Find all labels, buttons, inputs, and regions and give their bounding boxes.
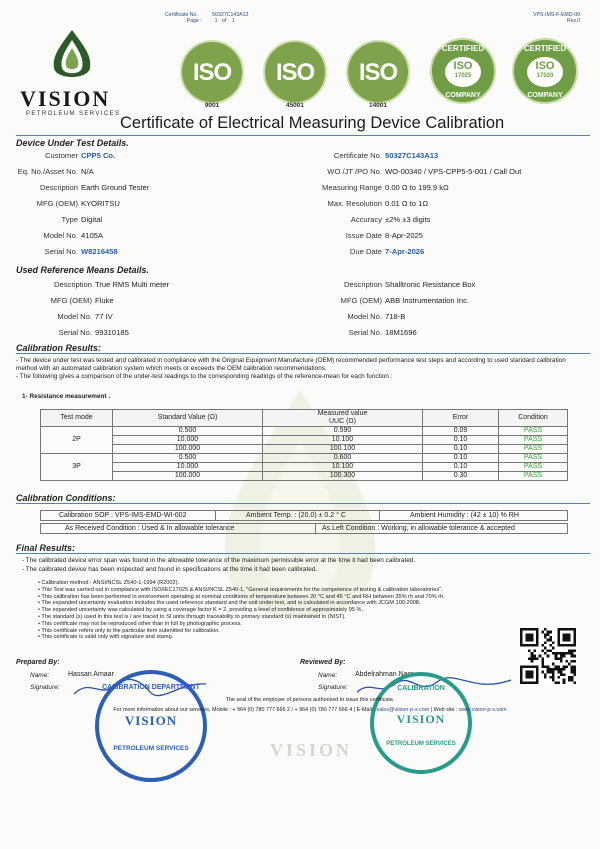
error-cell: 0.10: [423, 445, 499, 454]
device-right-label: Certificate No.: [333, 151, 382, 160]
reference-left-label: MFG (OEM): [50, 296, 92, 305]
device-left-value: KYORITSU: [81, 199, 120, 208]
final-line-1: - The calibrated device error span was found in the allowable tolerance of the maximum permissible error at the time it had been calibrated.: [22, 557, 416, 564]
footer-contact: [40, 707, 580, 714]
page-title: Certificate of Electrical Measuring Device Calibration: [120, 114, 505, 132]
footer-web-link[interactable]: www.vision-p-s.com: [458, 707, 507, 713]
iso-number-2: 45001: [285, 102, 305, 109]
doc-revision: Rev.0: [566, 18, 580, 25]
reference-heading: Used Reference Means Details.: [16, 265, 150, 275]
reference-left-value: 77 IV: [95, 312, 113, 321]
note-item: • The expanded uncertainty was calculated by using a coverage factor K = 2, providing a level of confidence of approximately 95 %.: [38, 607, 364, 614]
device-left-label: Description: [40, 183, 78, 192]
results-table: [40, 409, 568, 481]
iso-badge-3: [346, 40, 410, 104]
measured-value-cell: 10.100: [263, 436, 423, 445]
reference-left-value: True RMS Multi meter: [95, 280, 169, 289]
device-left-row: [16, 183, 149, 193]
results-divider: [16, 353, 590, 354]
table-row: [41, 436, 568, 445]
device-right-label: Measuring Range: [322, 183, 382, 192]
reference-left-value: 99310185: [95, 328, 129, 337]
device-right-value: WO-00340 / VPS-CPP5-5-001 / Call Out: [385, 167, 522, 176]
device-right-value: ±2% ±3 digits: [385, 215, 431, 224]
condition-cell: PASS: [499, 454, 568, 463]
device-left-row: [16, 199, 120, 209]
device-heading: Device Under Test Details.: [16, 138, 129, 148]
device-right-label: Accuracy: [350, 215, 382, 224]
device-right-value: 0.00 Ω to 199.9 kΩ: [385, 183, 449, 192]
footer-watermark: VISION: [270, 740, 353, 760]
reference-right-label: Model No.: [347, 312, 382, 321]
device-left-row: [16, 151, 115, 161]
footer-email-link[interactable]: sales@vision-p-s.com: [376, 707, 430, 713]
device-right-value: 7-Apr-2026: [385, 247, 425, 256]
device-left-row: [16, 231, 103, 241]
col-measured-label: Measured value: [317, 410, 368, 417]
footer-web-label: | Web site :: [429, 707, 459, 713]
reference-left-label: Model No.: [57, 312, 92, 321]
reference-right-label: MFG (OEM): [340, 296, 382, 305]
test-mode-cell: 2P: [41, 427, 113, 454]
device-left-value: Digital: [81, 215, 103, 224]
cert-mid: [527, 57, 563, 87]
device-left-row: [16, 247, 118, 257]
prepared-name-label: Name:: [30, 672, 50, 679]
footer-seal-note: The seal of the employer of persons authorized to issue this certificate.: [225, 697, 395, 703]
note-item: • This certificate is valid only with signature and stamp.: [38, 634, 174, 641]
stamp-1-mid: VISION: [124, 713, 178, 728]
device-right-value: 50327C143A13: [385, 151, 439, 160]
device-right-value: 0.01 Ω to 1Ω: [385, 199, 429, 208]
condition-cell: PASS: [499, 436, 568, 445]
reviewed-name-label: Name:: [318, 672, 338, 679]
cert-number-1: 17025: [454, 73, 472, 79]
brand-name: VISION: [20, 86, 111, 111]
stamp-2-top: CALIBRATION: [397, 685, 445, 692]
doc-ref: [533, 12, 580, 25]
reference-left-label: Description: [54, 280, 92, 289]
iso-text: ISO: [275, 59, 315, 86]
footer-contact-text: For more information about our services, Mobile : + 964 (0) 780 777 666 2 / + 964 (0) 780 777 666 4 | E-Mail :: [113, 707, 377, 713]
col-test-mode: Test mode: [41, 410, 113, 427]
col-standard-value: Standard Value (Ω): [113, 410, 263, 427]
device-left-row: [16, 215, 102, 225]
stamp-2-mid: VISION: [396, 712, 446, 726]
brand-sub: PETROLEUM SERVICES: [26, 111, 121, 117]
table-row: [41, 427, 568, 436]
ambient-humidity: Ambient Humidity : (42 ± 10) % RH: [379, 510, 568, 521]
stamp-2-bottom: PETROLEUM SERVICES: [386, 741, 456, 747]
standard-value-cell: 100.000: [113, 472, 263, 481]
error-cell: 0.09: [423, 427, 499, 436]
reference-right-row: [280, 328, 417, 338]
reference-right-row: [280, 280, 475, 290]
iso-number-1: 9001: [204, 102, 220, 109]
title-divider: [16, 135, 590, 136]
iso-text: ISO: [192, 59, 232, 86]
drop-logo-icon: [50, 28, 94, 86]
device-left-value: W8216458: [81, 247, 118, 256]
table-row: [41, 454, 568, 463]
reviewed-name: Abdelrahman Nasr: [355, 671, 414, 678]
reference-right-label: Serial No.: [348, 328, 382, 337]
final-heading: Final Results:: [16, 543, 76, 553]
page-value: 1: [214, 18, 218, 25]
reviewed-heading: Reviewed By:: [300, 659, 346, 666]
cert-no-value: 50327C143A13: [212, 12, 249, 18]
cert-bottom: COMPANY: [445, 92, 481, 99]
col-error: Error: [423, 410, 499, 427]
reference-right-value: 18M1696: [385, 328, 417, 337]
cert-iso: ISO: [453, 60, 473, 72]
standard-value-cell: 10.000: [113, 436, 263, 445]
received-condition: As Received Condition : Used & In allowable tolerance: [40, 523, 316, 534]
note-item: • This certificate may not be reproduced other than in full by photographic process.: [38, 620, 242, 627]
qr-code-icon: [520, 628, 576, 684]
page-label: Page :: [186, 18, 202, 25]
device-right-row: [280, 247, 424, 257]
ambient-temp: Ambient Temp. : (20.0) ± 0.2 ° C: [215, 510, 380, 521]
header-meta: [165, 12, 248, 25]
device-right-label: Max. Resolution: [327, 199, 382, 208]
final-divider: [16, 553, 590, 554]
error-cell: 0.10: [423, 463, 499, 472]
measured-value-cell: 0.590: [263, 427, 423, 436]
company-stamp: [370, 672, 472, 774]
table-row: [41, 463, 568, 472]
device-right-row: [280, 215, 430, 225]
device-left-label: Customer: [45, 151, 78, 160]
measured-value-cell: 0.600: [263, 454, 423, 463]
prepared-name: Hassan Amaar: [68, 671, 114, 678]
reference-right-value: 718-B: [385, 312, 406, 321]
device-right-label: Due Date: [349, 247, 382, 256]
reference-right-value: Shalltronic Resistance Box: [385, 280, 476, 289]
cert-mid: [445, 57, 481, 87]
device-left-label: Type: [61, 215, 78, 224]
certified-badge-2: [512, 38, 578, 104]
cert-iso: ISO: [535, 60, 555, 72]
device-right-row: [280, 183, 449, 193]
condition-cell: PASS: [499, 445, 568, 454]
note-item: • The standard (s) used in this test is / are traced to SI units through traceability to primary standard (s) maintained in (NIST).: [38, 613, 346, 620]
reference-left-row: [16, 328, 129, 338]
error-cell: 0.30: [423, 472, 499, 481]
device-left-value: N/A: [81, 167, 94, 176]
note-item: • This Test was carried out in compliance with ISO/IEC17025 & ANSI/NCSL Z540-1, "General requirements for the competence of testing & calibration laboratories".: [38, 586, 443, 593]
device-right-label: WO /JT /PO No.: [327, 167, 382, 176]
results-heading: Calibration Results:: [16, 343, 102, 353]
conditions-heading: Calibration Conditions:: [16, 493, 116, 503]
reference-right-row: [280, 312, 405, 322]
stamp-1-top: CALIBRATION DEPARTMENT: [102, 684, 200, 691]
notes-list: [38, 580, 558, 641]
device-right-value: 8-Apr-2025: [385, 231, 423, 240]
cert-top: CERTIFIED: [441, 44, 485, 53]
page-total: 1: [231, 18, 235, 25]
table-row: [41, 472, 568, 481]
reviewed-signature-label: Signature:: [318, 684, 348, 691]
iso-badge-2: [263, 40, 327, 104]
cert-number-2: 17020: [536, 73, 554, 79]
reference-right-value: ABB Instrumentation Inc.: [385, 296, 469, 305]
reference-left-label: Serial No.: [58, 328, 92, 337]
stamp-1-bottom: PETROLEUM SERVICES: [113, 745, 189, 752]
device-right-row: [280, 167, 521, 177]
device-left-label: Model No.: [43, 231, 78, 240]
device-left-label: MFG (OEM): [36, 199, 78, 208]
prepared-signature-label: Signature:: [30, 684, 60, 691]
note-item: • This certificate refers only to the particular item submitted for calibration.: [38, 627, 220, 634]
reference-left-row: [16, 312, 113, 322]
iso-text: ISO: [358, 59, 398, 86]
reference-right-label: Description: [344, 280, 382, 289]
condition-cell: PASS: [499, 463, 568, 472]
col-measured-value: [263, 410, 423, 427]
results-paragraph-2: - The following gives a comparison of the under-test readings to the corresponding readings of the reference-mean for each function :: [16, 373, 393, 380]
results-paragraph-1: - The device under test was tested and calibrated in compliance with the Original Equipment Manufacture (OEM) recommended performance test steps and according to used standard calibration method with an automated calibration system which meets or exceeds the OEM calibration recommendations.: [16, 357, 566, 372]
measured-value-cell: 10.100: [263, 463, 423, 472]
cert-bottom: COMPANY: [527, 92, 563, 99]
condition-cell: PASS: [499, 427, 568, 436]
final-line-2: - The calibrated device has been inspected and found in specifications at the time it had been calibrated.: [22, 566, 318, 573]
error-cell: 0.10: [423, 436, 499, 445]
device-left-value: 4105A: [81, 231, 103, 240]
iso-badge-1: [180, 40, 244, 104]
col-measured-unit: UUC (Ω): [328, 418, 356, 425]
col-condition: Condition: [499, 410, 568, 427]
calibration-stamp: [95, 670, 207, 782]
standard-value-cell: 10.000: [113, 463, 263, 472]
standard-value-cell: 0.500: [113, 427, 263, 436]
measured-value-cell: 100.300: [263, 472, 423, 481]
note-item: • The expanded uncertainty evaluation includes the used reference standard and the unit under test, and is calculated in accordance with JCGM 100:2008.: [38, 600, 421, 607]
reference-left-row: [16, 296, 114, 306]
cert-top: CERTIFIED: [523, 44, 567, 53]
device-right-row: [280, 199, 428, 209]
results-subheading: 1- Resistance measurement .: [22, 393, 111, 400]
error-cell: 0.10: [423, 454, 499, 463]
prepared-heading: Prepared By:: [16, 659, 60, 666]
note-item: • Calibration method : ANSI/NCSL Z540-1-1994 (R2002).: [38, 580, 180, 586]
page-of: of: [221, 18, 227, 25]
vision-logo: [18, 28, 128, 123]
device-right-row: [280, 151, 438, 161]
calibration-sop: Calibration SOP : VPS-IMS-EMD-WI-002: [40, 510, 216, 521]
device-left-label: Serial No.: [44, 247, 78, 256]
note-item: • This calibration has been performed in environment operating at nominal conditions of temperature between 20 °C and 45 °C and RH between 35% rh and 70% rh.: [38, 593, 445, 600]
certified-badge-1: [430, 38, 496, 104]
standard-value-cell: 0.500: [113, 454, 263, 463]
condition-cell: PASS: [499, 472, 568, 481]
test-mode-cell: 3P: [41, 454, 113, 481]
device-left-label: Eq. No./Asset No.: [17, 167, 78, 176]
reference-right-row: [280, 296, 469, 306]
iso-number-3: 14001: [368, 102, 388, 109]
doc-ref-code: VPS-IMS-F-EMD-00: [533, 12, 580, 18]
measured-value-cell: 100.100: [263, 445, 423, 454]
left-condition: As Left Condition : Working, in allowable tolerance & accepted: [315, 523, 568, 534]
conditions-divider: [16, 503, 590, 504]
table-row: [41, 445, 568, 454]
cert-no-label: Certificate No.: [165, 12, 198, 18]
device-left-value: CPP5 Co.: [81, 151, 116, 160]
device-right-label: Issue Date: [345, 231, 382, 240]
device-right-row: [280, 231, 423, 241]
reference-left-row: [16, 280, 169, 290]
device-left-value: Earth Ground Tester: [81, 183, 150, 192]
device-left-row: [16, 167, 94, 177]
reference-left-value: Fluke: [95, 296, 114, 305]
standard-value-cell: 100.000: [113, 445, 263, 454]
